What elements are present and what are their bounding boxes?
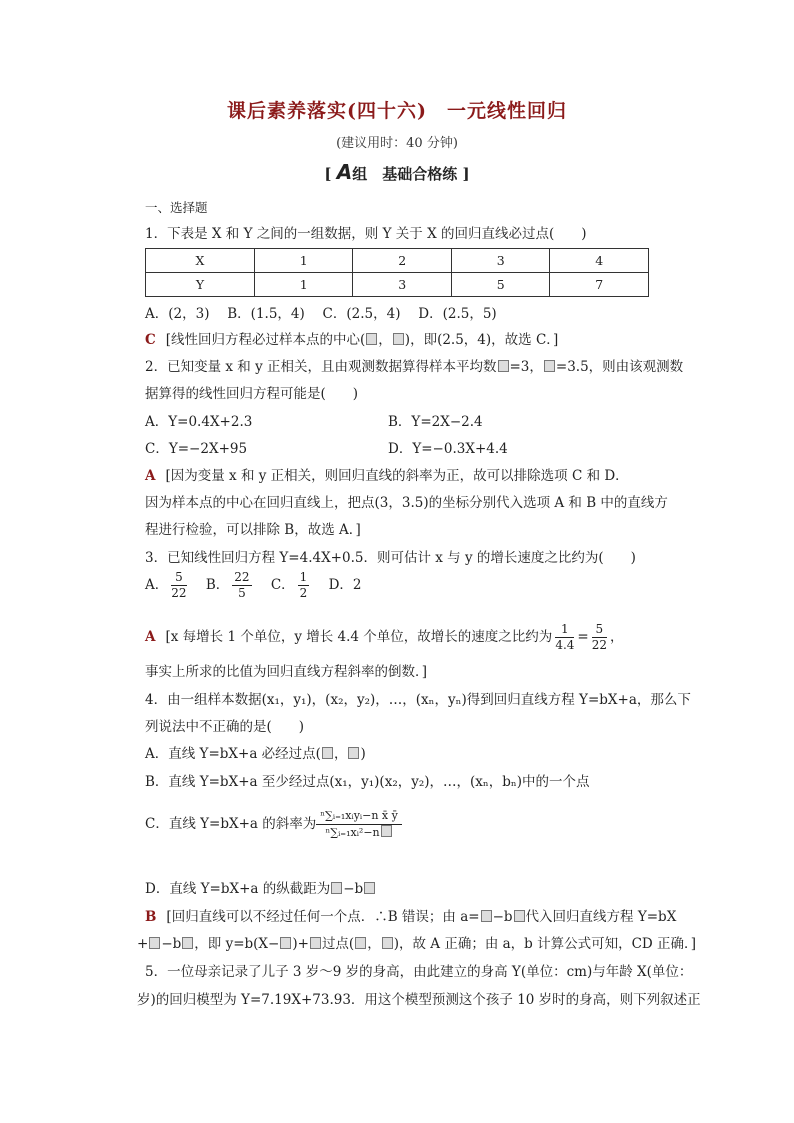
q3-option-c-fraction: [298, 570, 310, 601]
x-bar-symbol: [364, 882, 375, 894]
q4-option-b: B．直线 Y=bX+a 至少经过点(x₁，y₁)(x₂，y₂)，…，(xₙ，bₙ)中的一个点: [145, 774, 590, 790]
fraction-denominator: [316, 825, 402, 841]
group-bracket-close: ]: [462, 165, 470, 183]
table-cell: 1: [254, 249, 353, 273]
table-row: [146, 249, 649, 273]
q3-explain-fraction-1: [555, 622, 574, 653]
fraction-numerator: 1: [555, 622, 574, 638]
x-bar-squared-symbol: [381, 825, 392, 837]
q4-explanation-line1: [145, 905, 676, 925]
x-bar-symbol: [280, 937, 291, 949]
q4-explain-part: ，即 y=b(X−: [194, 936, 280, 952]
q1-explain-part: )，即(2.5，4)，故选 C．]: [404, 332, 559, 348]
q1-explain-part: ，: [378, 332, 392, 348]
q4-option-c-label: C．直线 Y=bX+a 的斜率为: [145, 816, 317, 832]
q2-stem-part: =3.5，则由该观测数: [555, 359, 684, 375]
y-bar-symbol: [331, 882, 342, 894]
group-heading: [0, 160, 794, 184]
q3-explanation-line1: [145, 622, 624, 653]
table-cell: 1: [254, 273, 353, 297]
q3-option-d: D．2: [328, 577, 362, 593]
q3-option-c-label: C．: [270, 577, 295, 593]
q4-explain-part: 过点(: [321, 936, 355, 952]
q4-stem-line1: 4．由一组样本数据(x₁，y₁)，(x₂，y₂)，…，(xₙ，yₙ)得到回归直线方程 Y=bX+a，那么下: [145, 692, 691, 708]
x-bar-symbol: [182, 937, 193, 949]
q4-option-d-part: −b: [343, 881, 364, 897]
y-bar-symbol: [348, 747, 359, 759]
q5-stem-line2: 岁)的回归模型为 Y=7.19X+73.93．用这个模型预测这个孩子 10 岁时的身高，则下列叙述正: [137, 992, 701, 1008]
q1-stem: 1．下表是 X 和 Y 之间的一组数据，则 Y 关于 X 的回归直线必过点( ): [145, 226, 587, 242]
q4-explanation-line2: [137, 932, 696, 952]
section-heading: 一、选择题: [145, 200, 208, 215]
x-bar-symbol: [322, 747, 333, 759]
table-cell: 5: [451, 273, 550, 297]
fraction-numerator: 1: [299, 570, 308, 584]
group-letter: A: [336, 160, 353, 184]
fraction-numerator: 22: [234, 570, 250, 584]
q2-explanation-line2: 因为样本点的中心在回归直线上，把点(3，3.5)的坐标分别代入选项 A 和 B 中的直线方: [145, 495, 668, 511]
q2-explanation-line3: 程进行检验，可以排除 B，故选 A．]: [145, 522, 361, 538]
q3-option-b-label: B．: [205, 577, 230, 593]
q1-explanation: [145, 328, 558, 348]
equals-sign: =: [577, 629, 589, 645]
y-bar-symbol: [393, 333, 404, 345]
q2-explanation-line1: [145, 464, 629, 484]
x-bar-symbol: [366, 333, 377, 345]
fraction-numerator: ⁿ∑ᵢ₌₁xᵢyᵢ−n x̄ ȳ: [316, 808, 402, 825]
q1-explain-part: [线性回归方程必过样本点的中心(: [165, 332, 366, 348]
fraction-denominator: 4.4: [555, 638, 575, 652]
x-bar-symbol: [498, 360, 509, 372]
q5-stem-line1: 5．一位母亲记录了儿子 3 岁～9 岁的身高，由此建立的身高 Y(单位：cm)与年龄 X(单位：: [145, 964, 693, 980]
y-bar-symbol: [149, 937, 160, 949]
fraction-denominator: 5: [238, 586, 246, 600]
q3-option-b-fraction: [232, 570, 251, 601]
q2-option-c: C．Y=−2X+95: [145, 441, 248, 457]
q2-stem-part: 2．已知变量 x 和 y 正相关，且由观测数据算得样本平均数: [145, 359, 497, 375]
x-bar-symbol: [514, 910, 525, 922]
table-cell: 7: [550, 273, 649, 297]
time-suggestion: (建议用时：40 分钟): [336, 136, 458, 151]
q2-stem: [145, 355, 683, 375]
y-bar-symbol: [310, 937, 321, 949]
q1-answer: C: [145, 332, 156, 348]
fraction-denominator: 22: [591, 638, 607, 652]
q4-option-c: [145, 808, 402, 841]
q3-explain-part: ，: [610, 629, 624, 645]
q4-option-a: [145, 742, 366, 762]
y-bar-symbol: [481, 910, 492, 922]
fraction-denominator: 2: [299, 586, 308, 600]
q2-option-d: D．Y=−0.3X+4.4: [388, 441, 508, 457]
y-bar-symbol: [382, 937, 393, 949]
table-cell: 2: [353, 249, 452, 273]
q4-explain-part: +: [137, 936, 149, 952]
fraction-numerator: 5: [171, 570, 186, 586]
q3-explanation-line2: 事实上所求的比值为回归直线方程斜率的倒数．]: [145, 664, 428, 680]
q4-explain-part: )+: [292, 936, 309, 952]
fraction-numerator: 5: [592, 622, 607, 638]
q2-stem-line2: 据算得的线性回归方程可能是( ): [145, 386, 359, 402]
q1-data-table: [145, 248, 649, 297]
q2-option-a: A．Y=0.4X+2.3: [145, 414, 253, 430]
q4-option-a-part: ，: [333, 746, 348, 762]
x-bar-symbol: [355, 937, 366, 949]
group-label: 组 基础合格练: [352, 165, 458, 183]
q4-option-a-part: ): [360, 746, 366, 762]
table-row: [146, 273, 649, 297]
q2-stem-part: =3，: [509, 359, 543, 375]
q4-option-d: [145, 877, 376, 897]
table-cell: 3: [451, 249, 550, 273]
q2-option-b: B．Y=2X−2.4: [388, 414, 483, 430]
q3-option-a-label: A．: [145, 577, 169, 593]
q2-answer: A: [145, 468, 156, 484]
table-header-cell: X: [146, 249, 255, 273]
q3-answer: A: [145, 629, 156, 645]
table-cell: 4: [550, 249, 649, 273]
q4-option-a-part: A．直线 Y=bX+a 必经过点(: [145, 746, 321, 762]
q1-options: A．(2，3) B．(1.5，4) C．(2.5，4) D．(2.5，5): [145, 306, 497, 322]
q4-option-d-part: D．直线 Y=bX+a 的纵截距为: [145, 881, 331, 897]
q4-stem-line2: 列说法中不正确的是( ): [145, 719, 305, 735]
table-header-cell: Y: [146, 273, 255, 297]
q4-explain-part: −b: [161, 936, 182, 952]
q4-explain-part: 代入回归直线方程 Y=bX: [525, 909, 677, 925]
q2-explain-part: [因为变量 x 和 y 正相关，则回归直线的斜率为正，故可以排除选项 C 和 D．: [165, 468, 629, 484]
formula-text: ⁿ∑ᵢ₌₁xᵢ²−n: [325, 826, 380, 839]
slope-formula-fraction: [316, 808, 402, 841]
q4-explain-part: −b: [492, 909, 513, 925]
table-cell: 3: [353, 273, 452, 297]
q4-answer: B: [145, 909, 157, 925]
q4-explain-part: [回归直线可以不经过任何一个点．∴B 错误；由 a=: [166, 909, 480, 925]
q3-explain-fraction-2: [592, 622, 607, 653]
q4-explain-part: )，故 A 正确；由 a，b 计算公式可知，CD 正确．]: [393, 936, 697, 952]
group-bracket-open: [: [324, 165, 332, 183]
q4-explain-part: ，: [367, 936, 381, 952]
q3-options: [145, 570, 362, 601]
q3-option-a-fraction: [171, 570, 186, 601]
fraction-denominator: 22: [171, 586, 187, 600]
q3-explain-part: [x 每增长 1 个单位，y 增长 4.4 个单位，故增长的速度之比约为: [165, 629, 553, 645]
q3-stem: 3．已知线性回归方程 Y=4.4X+0.5．则可估计 x 与 y 的增长速度之比约为( ): [145, 550, 636, 566]
y-bar-symbol: [544, 360, 555, 372]
page-title: 课后素养落实(四十六) 一元线性回归: [227, 100, 567, 122]
